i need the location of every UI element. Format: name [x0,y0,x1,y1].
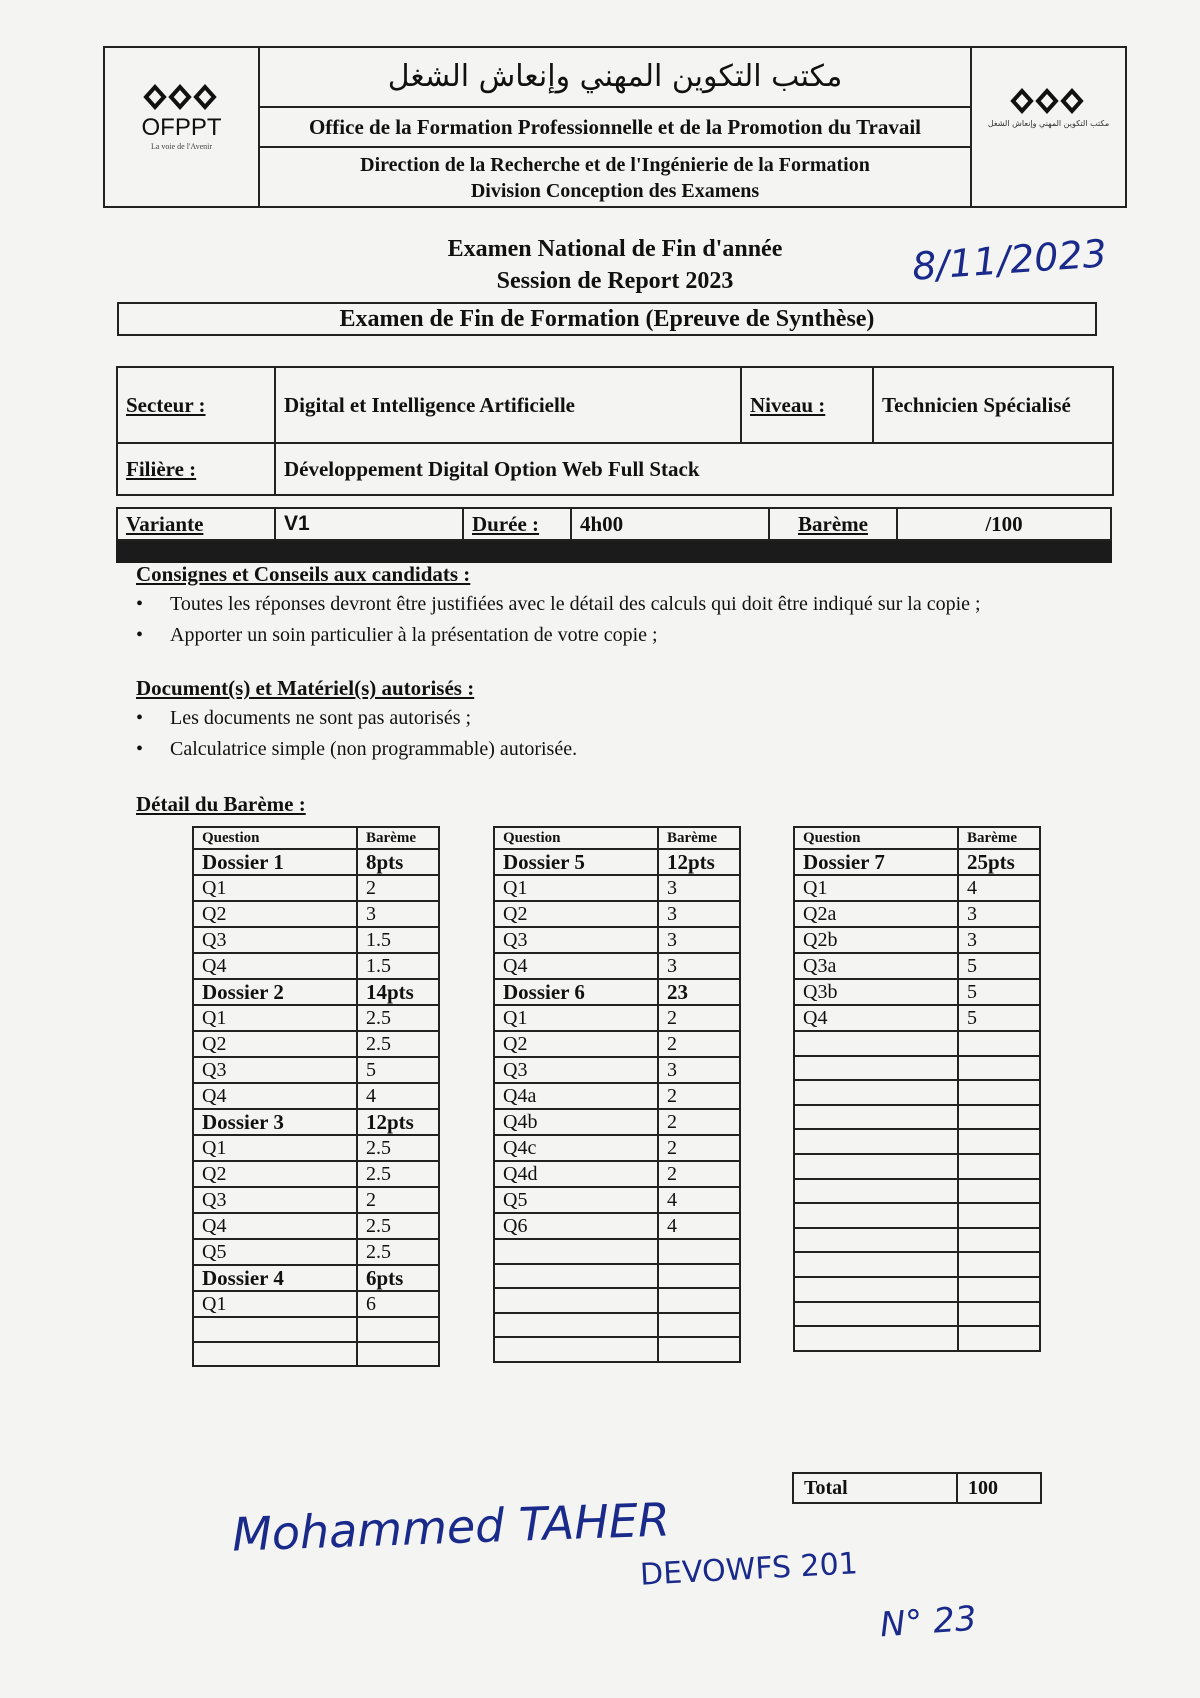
dossier-row [193,1265,439,1291]
question-row [193,901,439,927]
total-table [792,1472,1042,1504]
duree-label: Durée : [472,511,540,536]
bareme-cell: 14pts [357,979,439,1005]
bareme-value: /100 [897,508,1111,540]
direction-name: Direction de la Recherche et de l'Ingénierie de la Formation [360,154,870,176]
bareme-cell: 1.5 [357,927,439,953]
bareme-cell [958,1228,1040,1253]
logo-arabic-caption: مكتب التكوين المهني وإنعاش الشغل [987,119,1110,128]
ofppt-logo-icon [1009,86,1089,116]
bareme-cell [958,1105,1040,1130]
variante-label: Variante [126,511,204,536]
scan-dark-bar [116,541,1112,563]
bareme-heading: Détail du Barème : [136,792,306,816]
filiere-value: Développement Digital Option Web Full Stack [275,443,1113,495]
question-cell [794,1056,958,1081]
niveau-label: Niveau : [750,392,826,417]
question-row [494,1288,740,1313]
question-row [193,1239,439,1265]
question-cell [494,1337,658,1362]
bareme-cell: 3 [658,875,740,901]
question-cell: Q6 [494,1213,658,1239]
question-row [794,1154,1040,1179]
question-cell: Dossier 7 [794,849,958,875]
bareme-cell: 2.5 [357,1161,439,1187]
question-cell: Q4d [494,1161,658,1187]
document-item: • Calculatrice simple (non programmable) autorisée. [136,734,577,765]
question-row [494,1337,740,1362]
column-header-question: Question [494,827,658,849]
question-row [494,1083,740,1109]
ofppt-logo-icon [142,82,222,112]
arabic-title: مكتب التكوين المهني وإنعاش الشغل [258,48,972,108]
bareme-cell [958,1203,1040,1228]
bareme-cell: 1.5 [357,953,439,979]
question-cell: Q3 [494,1057,658,1083]
bareme-cell: 2.5 [357,1239,439,1265]
column-header-bareme: Barème [658,827,740,849]
question-row [494,1005,740,1031]
bareme-cell [958,1031,1040,1056]
question-cell: Dossier 4 [193,1265,357,1291]
question-cell: Q2 [494,901,658,927]
bareme-cell [958,1179,1040,1204]
bareme-cell: 3 [958,901,1040,927]
logo-subtitle: La voie de l'Avenir [150,142,213,151]
bareme-cell: 3 [658,901,740,927]
bareme-cell: 3 [658,927,740,953]
question-row [494,1161,740,1187]
document-item: • Les documents ne sont pas autorisés ; [136,703,577,734]
question-cell: Q3 [193,927,357,953]
bareme-cell: 2 [658,1109,740,1135]
bareme-cell [357,1342,439,1367]
question-row [794,1031,1040,1056]
bareme-cell [658,1337,740,1362]
question-cell: Q4a [494,1083,658,1109]
bareme-cell: 3 [658,953,740,979]
bareme-cell [958,1080,1040,1105]
secteur-value: Digital et Intelligence Artificielle [275,367,741,443]
duree-value: 4h00 [571,508,769,540]
question-cell: Q1 [494,1005,658,1031]
info-table [116,366,1114,496]
question-row [193,1083,439,1109]
variante-value: V1 [275,508,463,540]
question-cell: Q1 [193,875,357,901]
bareme-cell: 2.5 [357,1135,439,1161]
dossier-row [494,849,740,875]
question-cell: Q1 [193,1291,357,1317]
bareme-cell: 2.5 [357,1005,439,1031]
question-row [494,901,740,927]
question-cell [794,1080,958,1105]
question-cell [794,1129,958,1154]
question-cell [794,1179,958,1204]
handwritten-number: N° 23 [878,1598,978,1646]
consignes-heading: Consignes et Conseils aux candidats : [136,562,471,586]
documents-list [136,703,577,765]
variante-table [116,507,1112,541]
question-cell [794,1277,958,1302]
bareme-cell: 4 [658,1187,740,1213]
bareme-cell [958,1277,1040,1302]
question-row [794,901,1040,927]
question-cell: Q4c [494,1135,658,1161]
question-cell: Q2b [794,927,958,953]
ofppt-logo-right [970,48,1125,206]
question-cell [794,1031,958,1056]
bareme-cell [658,1239,740,1264]
consigne-item: • Apporter un soin particulier à la présentation de votre copie ; [136,620,981,651]
filiere-label: Filière : [126,456,197,481]
question-cell: Dossier 2 [193,979,357,1005]
bareme-cell: 2 [357,1187,439,1213]
secteur-label: Secteur : [126,392,206,417]
logo-text: OFPPT [141,114,222,141]
bareme-cell [958,1129,1040,1154]
bareme-cell [658,1264,740,1289]
bareme-cell [958,1326,1040,1351]
documents-heading: Document(s) et Matériel(s) autorisés : [136,676,475,700]
bareme-cell: 12pts [658,849,740,875]
question-cell [494,1264,658,1289]
question-cell: Q5 [193,1239,357,1265]
bareme-cell [658,1313,740,1338]
dossier-row [794,849,1040,875]
question-cell: Q4 [193,1083,357,1109]
bareme-cell: 5 [357,1057,439,1083]
question-cell: Q1 [193,1005,357,1031]
bareme-cell: 3 [958,927,1040,953]
bareme-label: Barème [798,511,868,536]
dossier-row [494,979,740,1005]
column-header-question: Question [794,827,958,849]
question-cell: Q2a [794,901,958,927]
question-row [193,1317,439,1342]
question-cell [794,1105,958,1130]
bareme-cell: 4 [658,1213,740,1239]
bareme-cell: 12pts [357,1109,439,1135]
question-cell: Q2 [193,1031,357,1057]
question-cell: Q2 [494,1031,658,1057]
consignes-list [136,589,981,651]
column-header-bareme: Barème [958,827,1040,849]
exam-type-banner: Examen de Fin de Formation (Epreuve de Synthèse) [117,302,1097,336]
question-cell: Q1 [794,875,958,901]
question-row [794,927,1040,953]
bareme-cell: 25pts [958,849,1040,875]
question-row [193,1342,439,1367]
column-header-question: Question [193,827,357,849]
bareme-cell: 2 [658,1161,740,1187]
question-row [193,1057,439,1083]
question-cell: Q4b [494,1109,658,1135]
bareme-cell: 5 [958,953,1040,979]
question-row [794,875,1040,901]
office-name: Office de la Formation Professionnelle et de la Promotion du Travail [258,108,972,148]
question-row [794,1105,1040,1130]
question-row [193,1187,439,1213]
bareme-cell: 2 [357,875,439,901]
question-row [794,953,1040,979]
question-row [794,979,1040,1005]
bareme-table-2 [493,826,741,1363]
question-row [494,927,740,953]
dossier-row [193,979,439,1005]
question-row [494,1031,740,1057]
question-row [794,1203,1040,1228]
question-cell: Q4 [193,1213,357,1239]
question-row [193,1005,439,1031]
question-cell: Q4 [794,1005,958,1031]
question-row [494,1213,740,1239]
question-cell [794,1228,958,1253]
niveau-value: Technicien Spécialisé [873,367,1113,443]
question-row [494,1135,740,1161]
question-cell: Q2 [193,901,357,927]
dossier-row [193,849,439,875]
exam-title-line1: Examen National de Fin d'année [447,236,783,262]
question-row [794,1179,1040,1204]
bareme-cell: 2 [658,1005,740,1031]
question-cell [193,1317,357,1342]
question-cell: Q3 [193,1057,357,1083]
dossier-row [193,1109,439,1135]
question-row [794,1228,1040,1253]
bareme-cell: 6 [357,1291,439,1317]
question-row [494,1057,740,1083]
question-cell [494,1313,658,1338]
bareme-cell [958,1056,1040,1081]
question-cell: Q5 [494,1187,658,1213]
question-cell [794,1302,958,1327]
bareme-cell: 2.5 [357,1031,439,1057]
question-row [193,1161,439,1187]
division-name: Division Conception des Examens [470,180,760,202]
question-cell: Dossier 3 [193,1109,357,1135]
question-cell: Q3 [193,1187,357,1213]
bareme-cell: 5 [958,979,1040,1005]
bareme-cell [357,1317,439,1342]
question-cell: Q3a [794,953,958,979]
question-cell [494,1288,658,1313]
question-row [193,1213,439,1239]
bareme-cell: 2 [658,1083,740,1109]
question-row [794,1080,1040,1105]
question-cell [794,1252,958,1277]
question-cell [494,1239,658,1264]
ofppt-logo-left [105,48,260,206]
handwritten-name: Mohammed TAHER [231,1492,671,1562]
bareme-cell: 23 [658,979,740,1005]
question-row [494,1313,740,1338]
bareme-table-1 [192,826,440,1367]
handwritten-group: DEVOWFS 201 [639,1546,859,1593]
bareme-cell [658,1288,740,1313]
bareme-cell: 2.5 [357,1213,439,1239]
question-row [494,875,740,901]
bareme-cell: 5 [958,1005,1040,1031]
question-row [794,1277,1040,1302]
handwritten-date: 8/11/2023 [910,231,1109,289]
bareme-cell: 6pts [357,1265,439,1291]
institution-header [103,46,1127,208]
bareme-cell: 4 [357,1083,439,1109]
question-row [794,1302,1040,1327]
question-cell: Q1 [193,1135,357,1161]
question-row [494,1109,740,1135]
question-cell: Dossier 5 [494,849,658,875]
question-row [193,953,439,979]
column-header-bareme: Barème [357,827,439,849]
question-row [794,1056,1040,1081]
question-cell: Q4 [193,953,357,979]
bareme-cell: 8pts [357,849,439,875]
exam-title-line2: Session de Report 2023 [496,268,734,294]
question-row [193,927,439,953]
question-row [193,875,439,901]
question-cell [794,1326,958,1351]
question-cell: Q1 [494,875,658,901]
question-row [494,1187,740,1213]
question-row [794,1129,1040,1154]
question-row [794,1326,1040,1351]
bareme-cell [958,1252,1040,1277]
bareme-cell [958,1154,1040,1179]
bareme-cell: 2 [658,1031,740,1057]
header-text [258,48,972,206]
bareme-table-3 [793,826,1041,1352]
question-row [193,1031,439,1057]
question-cell [794,1203,958,1228]
question-cell: Q2 [193,1161,357,1187]
bareme-cell: 3 [658,1057,740,1083]
question-row [494,953,740,979]
question-row [494,1264,740,1289]
question-cell: Dossier 6 [494,979,658,1005]
bareme-cell: 2 [658,1135,740,1161]
total-value: 100 [957,1473,1041,1503]
bareme-cell [958,1302,1040,1327]
question-cell [794,1154,958,1179]
question-row [794,1005,1040,1031]
question-row [193,1135,439,1161]
question-row [794,1252,1040,1277]
bareme-cell: 3 [357,901,439,927]
question-cell: Q4 [494,953,658,979]
consigne-item: • Toutes les réponses devront être justifiées avec le détail des calculs qui doit être indiqué sur la copie ; [136,589,981,620]
question-cell [193,1342,357,1367]
bareme-cell: 4 [958,875,1040,901]
question-row [494,1239,740,1264]
question-cell: Dossier 1 [193,849,357,875]
question-row [193,1291,439,1317]
total-label: Total [793,1473,957,1503]
question-cell: Q3 [494,927,658,953]
question-cell: Q3b [794,979,958,1005]
